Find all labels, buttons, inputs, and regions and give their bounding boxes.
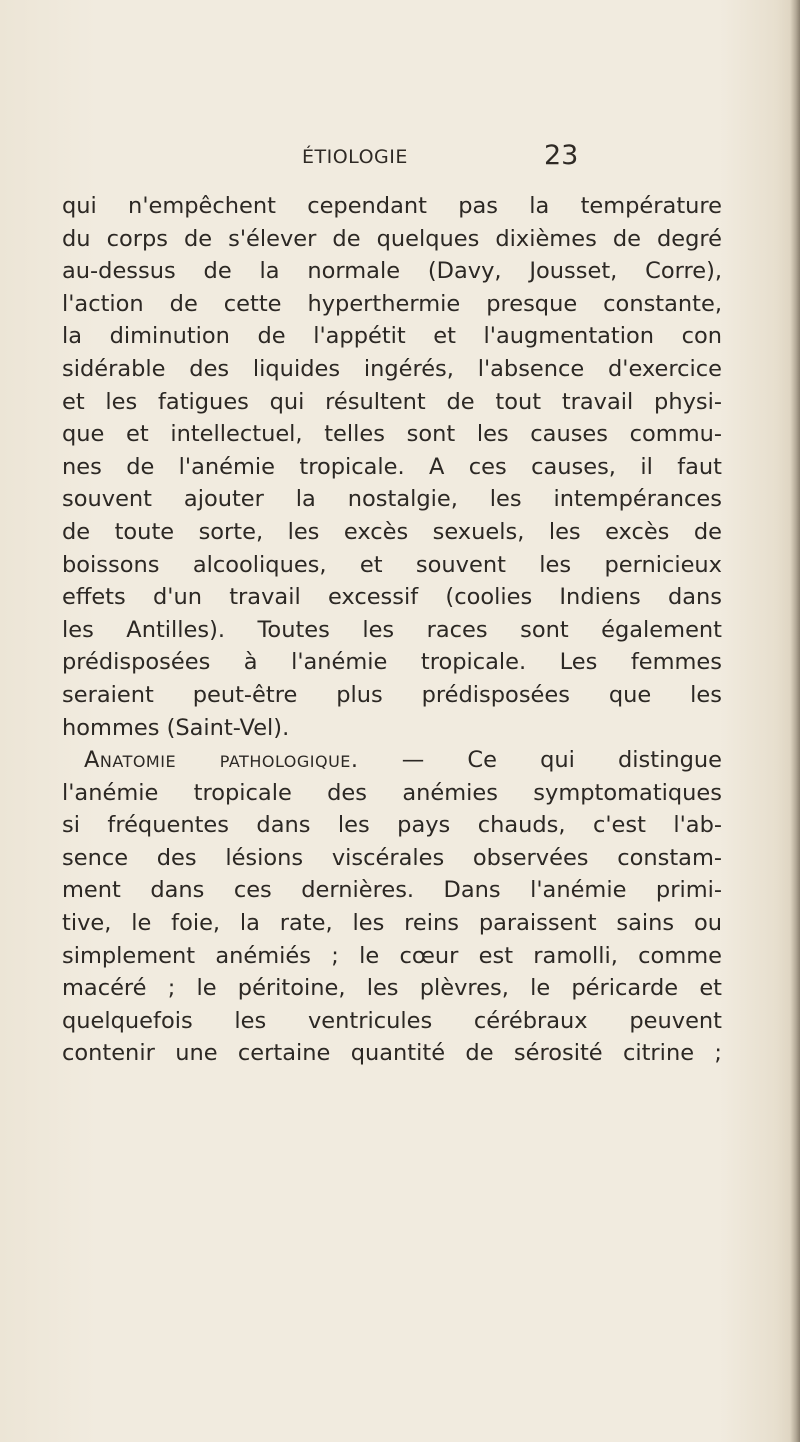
text-line: macéré ; le péritoine, les plèvres, le péricarde et: [62, 975, 722, 1002]
section-heading-continuation: — Ce qui distingue: [401, 747, 722, 774]
text-line: qui n'empêchent cependant pas la température: [62, 193, 722, 219]
running-title: ÉTIOLOGIE: [302, 146, 408, 168]
text-line: l'anémie tropicale des anémies symptomatiques: [62, 779, 722, 806]
text-line: ment dans ces dernières. Dans l'anémie primi-: [62, 877, 722, 904]
text-line: tive, le foie, la rate, les reins paraissent sains ou: [62, 910, 722, 937]
text-line: prédisposées à l'anémie tropicale. Les femmes: [62, 649, 722, 676]
text-line: effets d'un travail excessif (coolies Indiens dans: [62, 584, 722, 611]
text-line: nes de l'anémie tropicale. A ces causes, il faut: [62, 453, 722, 480]
text-line: l'action de cette hyperthermie presque constante,: [62, 290, 722, 317]
text-line: la diminution de l'appétit et l'augmentation con: [62, 323, 722, 350]
text-line: de toute sorte, les excès sexuels, les excès de: [62, 518, 722, 545]
section-heading-line: [62, 744, 722, 777]
text-line: sence des lésions viscérales observées constam-: [62, 844, 722, 871]
text-line: contenir une certaine quantité de sérosité citrine ;: [62, 1040, 722, 1067]
text-line: souvent ajouter la nostalgie, les intempérances: [62, 486, 722, 513]
text-line: au-dessus de la normale (Davy, Jousset, Corre),: [62, 258, 722, 285]
page-edge-shadow: [790, 0, 800, 1442]
body-text: [62, 190, 722, 1070]
page-header: [0, 140, 800, 180]
section-heading: Anatomie pathologique.: [84, 747, 359, 774]
text-line: sidérable des liquides ingérés, l'absence d'exercice: [62, 355, 722, 382]
text-line: si fréquentes dans les pays chauds, c'est l'ab-: [62, 812, 722, 839]
text-line: et les fatigues qui résultent de tout travail physi-: [62, 388, 722, 415]
text-line: que et intellectuel, telles sont les causes commu-: [62, 421, 722, 448]
text-line: seraient peut-être plus prédisposées que les: [62, 681, 722, 708]
page-number: 23: [544, 140, 579, 171]
text-line: les Antilles). Toutes les races sont également: [62, 616, 722, 643]
text-line: boissons alcooliques, et souvent les pernicieux: [62, 551, 722, 578]
paragraph-end-line: hommes (Saint-Vel).: [62, 714, 290, 741]
text-line: quelquefois les ventricules cérébraux peuvent: [62, 1007, 722, 1034]
text-line: du corps de s'élever de quelques dixièmes de degré: [62, 225, 722, 252]
text-line: simplement anémiés ; le cœur est ramolli, comme: [62, 942, 722, 969]
